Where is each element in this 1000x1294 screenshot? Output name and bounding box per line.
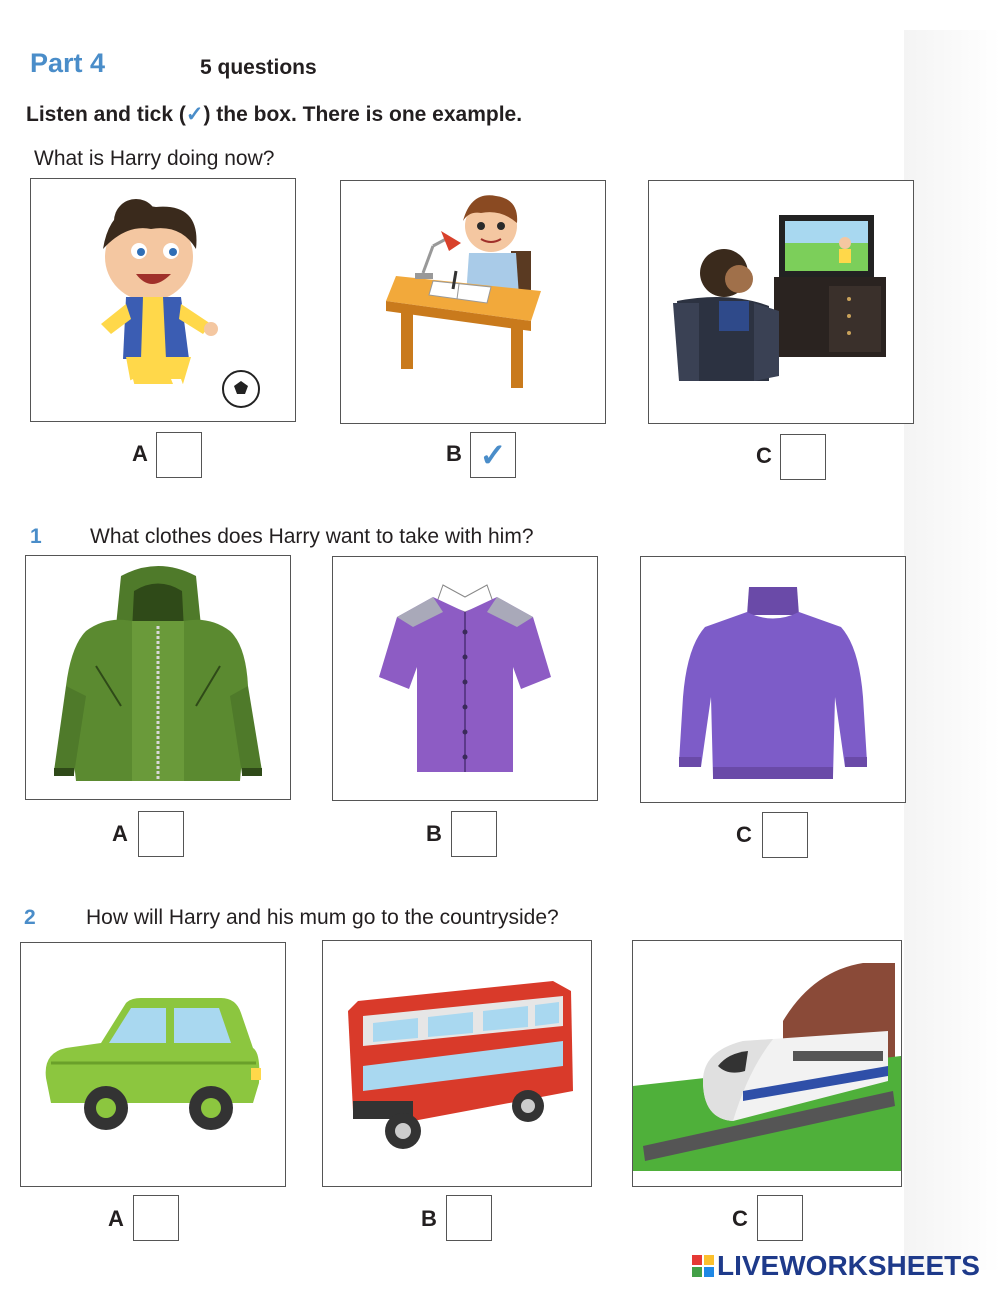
question-1-number: 1 bbox=[30, 525, 42, 548]
example-option-b-letter: B bbox=[446, 441, 462, 466]
picture-purple-shirt bbox=[332, 556, 598, 801]
example-option-b-box[interactable]: ✓ bbox=[470, 432, 516, 478]
picture-boy-watching-tv bbox=[648, 180, 914, 424]
example-question: What is Harry doing now? bbox=[34, 147, 275, 170]
question-2-option-b-letter: B bbox=[421, 1206, 437, 1231]
picture-red-bus bbox=[322, 940, 592, 1187]
question-2-number: 2 bbox=[24, 906, 36, 929]
picture-boy-doing-homework bbox=[340, 180, 606, 424]
picture-boy-playing-football bbox=[30, 178, 296, 422]
question-2-option-c-box[interactable] bbox=[757, 1195, 803, 1241]
question-1-option-b-letter: B bbox=[426, 821, 442, 846]
question-2-option-b-box[interactable] bbox=[446, 1195, 492, 1241]
question-1-text: What clothes does Harry want to take with him? bbox=[90, 525, 534, 548]
liveworksheets-logo bbox=[692, 1250, 980, 1282]
picture-purple-jumper bbox=[640, 556, 906, 803]
question-1-option-b-box[interactable] bbox=[451, 811, 497, 857]
example-option-a-letter: A bbox=[132, 441, 148, 466]
brand-name: LIVEWORKSHEETS bbox=[717, 1250, 980, 1281]
part-title: Part 4 bbox=[30, 48, 106, 78]
question-count: 5 questions bbox=[200, 56, 317, 79]
instruction-start: Listen and tick ( bbox=[26, 103, 186, 126]
tick-symbol: ✓ bbox=[185, 103, 204, 126]
question-1-option-c-box[interactable] bbox=[762, 812, 808, 858]
question-2-option-c-letter: C bbox=[732, 1206, 748, 1231]
page-edge bbox=[904, 30, 1000, 1270]
instruction-end: ) the box. There is one example. bbox=[203, 103, 523, 126]
question-2-option-a-letter: A bbox=[108, 1206, 124, 1231]
picture-green-car bbox=[20, 942, 286, 1187]
question-2-option-a-box[interactable] bbox=[133, 1195, 179, 1241]
example-option-a-box[interactable] bbox=[156, 432, 202, 478]
question-2-text: How will Harry and his mum go to the countryside? bbox=[86, 906, 559, 929]
question-1-option-c-letter: C bbox=[736, 822, 752, 847]
instruction bbox=[26, 102, 522, 127]
question-1-option-a-box[interactable] bbox=[138, 811, 184, 857]
question-1-option-a-letter: A bbox=[112, 821, 128, 846]
logo-icon bbox=[692, 1255, 714, 1277]
picture-train bbox=[632, 940, 902, 1187]
example-option-c-box[interactable] bbox=[780, 434, 826, 480]
picture-green-jacket bbox=[25, 555, 291, 800]
example-option-c-letter: C bbox=[756, 443, 772, 468]
